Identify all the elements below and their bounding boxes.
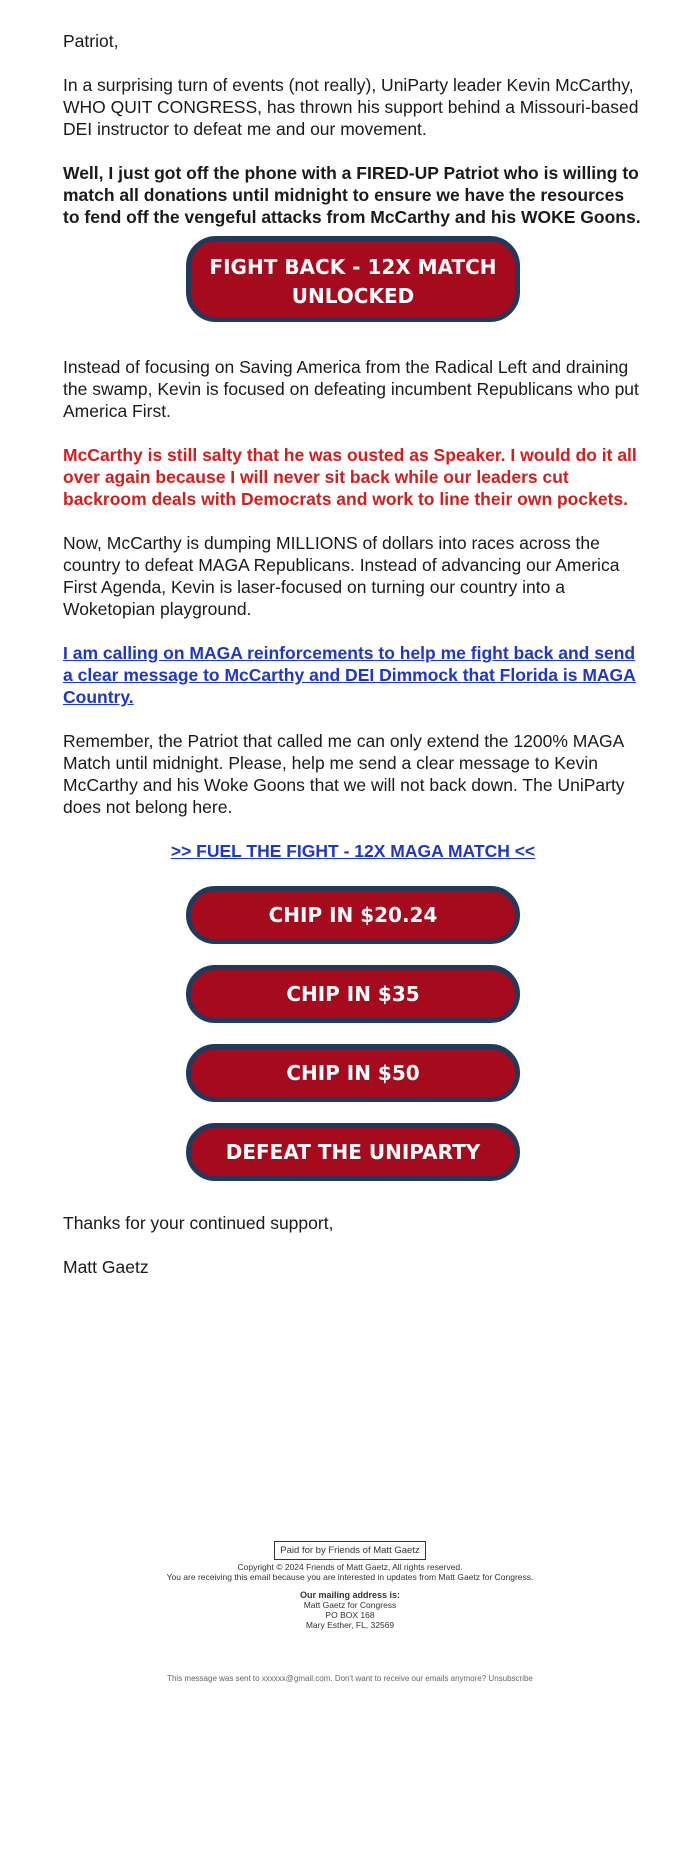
fight-back-button-line2: UNLOCKED [291,284,415,308]
greeting: Patriot, [63,31,119,51]
signature: Matt Gaetz [63,1257,149,1277]
chip-in-2024-button[interactable]: CHIP IN $20.24 [186,886,520,944]
chip-in-50-button[interactable]: CHIP IN $50 [186,1044,520,1102]
paragraph-intro: In a surprising turn of events (not really), UniParty leader Kevin McCarthy, WHO QUIT CONGRESS, has thrown his support behind a Missouri-based DEI instructor to defeat me and our movement. [63,75,639,139]
fuel-the-fight-link[interactable]: >> FUEL THE FIGHT - 12X MAGA MATCH << [170,841,536,861]
email-footer [0,1541,700,1630]
copyright-text: Copyright © 2024 Friends of Matt Gaetz, All rights reserved. [237,1562,463,1572]
paragraph-millions: Now, McCarthy is dumping MILLIONS of dollars into races across the country to defeat MAGA Republicans. Instead of advancing our America First Agenda, Kevin is laser-focused on turning our country into a Woketopian playground. [63,533,620,619]
paid-for-disclaimer: Paid for by Friends of Matt Gaetz [274,1541,425,1560]
fight-back-button-line1: FIGHT BACK - 12X MATCH [209,255,497,279]
mailing-address-heading: Our mailing address is: [299,1590,401,1600]
signoff: Thanks for your continued support, [63,1213,334,1233]
hero-button-wrap [63,236,643,322]
chip-in-2024-wrap [63,886,643,944]
paragraph-match-announcement: Well, I just got off the phone with a FIRED-UP Patriot who is willing to match all donations until midnight to ensure we have the resources to fend off the vengeful attacks from McCarthy and his WOKE Goons. [63,163,641,227]
fight-back-button[interactable] [186,236,520,322]
address-line2: PO BOX 168 [325,1610,375,1620]
defeat-uniparty-wrap [63,1123,643,1181]
unsubscribe-line[interactable]: This message was sent to xxxxxx@gmail.com. Don't want to receive our emails anymore? Unsubscribe [167,1674,533,1683]
defeat-uniparty-button[interactable]: DEFEAT THE UNIPARTY [186,1123,520,1181]
chip-in-50-wrap [63,1044,643,1102]
paragraph-kevin-focus: Instead of focusing on Saving America from the Radical Left and draining the swamp, Kevin is focused on defeating incumbent Republicans who put America First. [63,357,639,421]
chip-in-35-button[interactable]: CHIP IN $35 [186,965,520,1023]
address-line3: Mary Esther, FL, 32569 [305,1620,395,1630]
paragraph-remember: Remember, the Patriot that called me can only extend the 1200% MAGA Match until midnight. Please, help me send a clear message to Kevin McCarthy and his Woke Goons that we will not back down. The UniParty does not belong here. [63,731,625,817]
maga-reinforcements-link[interactable]: I am calling on MAGA reinforcements to help me fight back and send a clear message to McCarthy and DEI Dimmock that Florida is MAGA Country. [63,643,636,707]
receiving-reason: You are receiving this email because you are interested in updates from Matt Gaetz for Congress. [166,1572,534,1582]
paragraph-mccarthy-salty: McCarthy is still salty that he was ousted as Speaker. I would do it all over again because I will never sit back while our leaders cut backroom deals with Democrats and work to line their own pockets. [63,445,637,509]
email-body [63,30,643,1300]
chip-in-35-wrap [63,965,643,1023]
address-line1: Matt Gaetz for Congress [303,1600,397,1610]
